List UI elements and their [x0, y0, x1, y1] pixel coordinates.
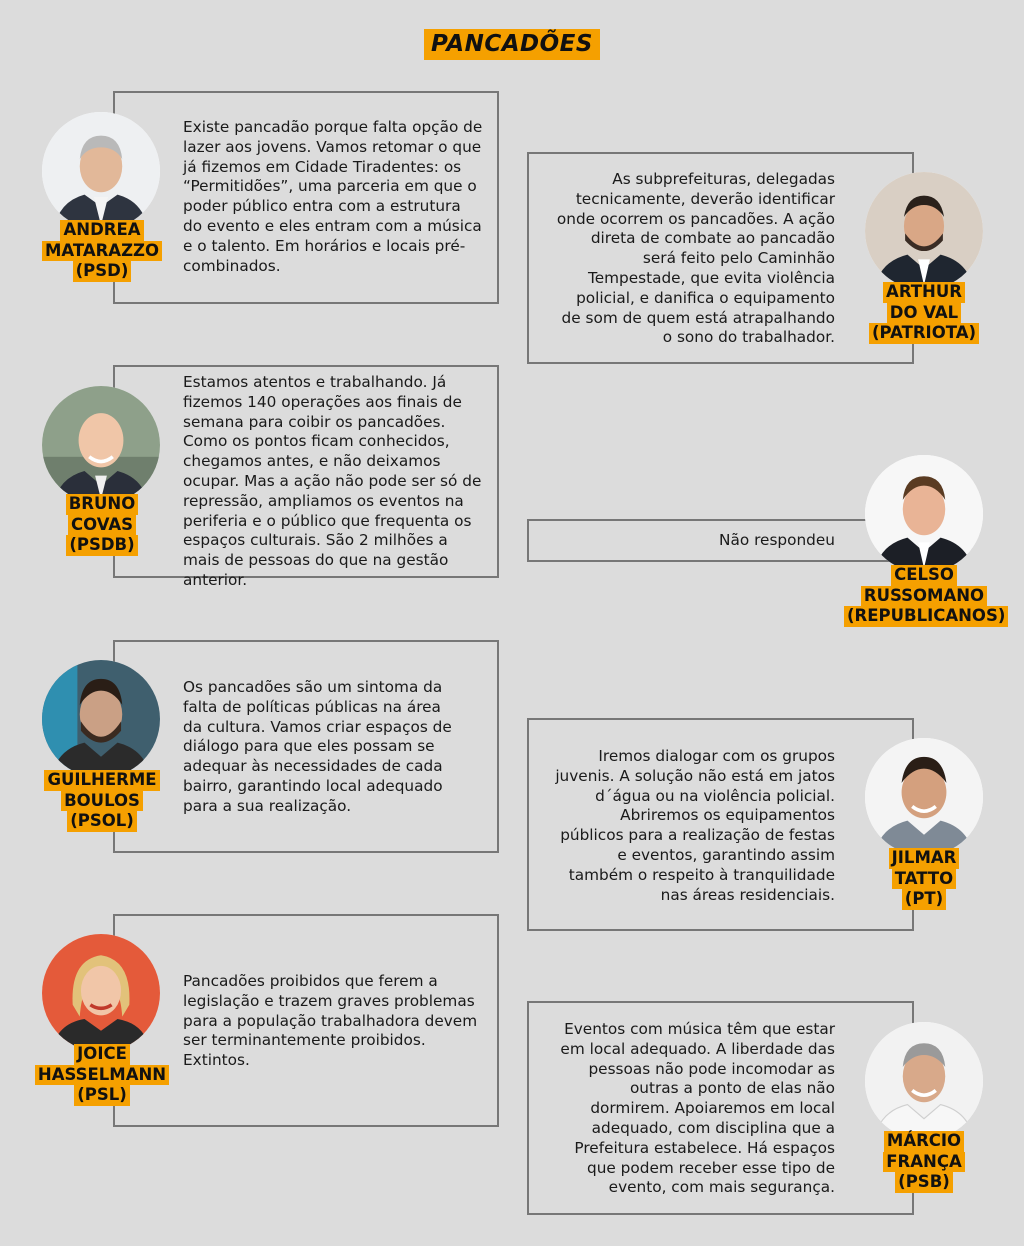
avatar-doval [865, 172, 983, 290]
avatar-hasselmann [42, 934, 160, 1052]
quote-text-matarazzo: Existe pancadão porque falta opção de lazer aos jovens. Vamos retomar o que já fizemos em Cidade Tiradentes: os “Permitidões”, uma parceria em que o poder público entra com a estrutura do evento e eles entram com a música e o talento. Em horários e locais pré-combinados. [183, 118, 483, 275]
party-hasselmann: (PSL) [74, 1085, 130, 1106]
portrait-covas-icon [42, 386, 160, 504]
avatar-boulos [42, 660, 160, 778]
portrait-hasselmann-icon [42, 934, 160, 1052]
name-line1-franca: MÁRCIO [884, 1131, 964, 1152]
quote-text-russomano: Não respondeu [719, 531, 835, 549]
name-line2-tatto: TATTO [892, 869, 956, 890]
name-line1-hasselmann: JOICE [74, 1044, 130, 1065]
label-franca [854, 1131, 994, 1193]
party-covas: (PSDB) [66, 535, 137, 556]
label-doval [854, 282, 994, 344]
label-matarazzo [32, 220, 172, 282]
quote-text-hasselmann: Pancadões proibidos que ferem a legislação e trazem graves problemas para a população trabalhadora devem ser terminantemente proibidos. Extintos. [183, 972, 478, 1070]
name-line2-franca: FRANÇA [883, 1152, 964, 1173]
portrait-doval-icon [865, 172, 983, 290]
avatar-tatto [865, 738, 983, 856]
quote-text-doval: As subprefeituras, delegadas tecnicamente, deverão identificar onde ocorrem os pancadões. A ação direta de combate ao pancadão será feito pelo Caminhão Tempestade, que evita violência policial, e danifica o equipamento de som de quem está atrapalhando o sono do trabalhador. [556, 170, 835, 347]
portrait-boulos-icon [42, 660, 160, 778]
party-doval: (PATRIOTA) [869, 323, 979, 344]
portrait-russomano-icon [865, 455, 983, 573]
label-russomano [844, 565, 1004, 627]
label-tatto [854, 848, 994, 910]
name-line2-boulos: BOULOS [61, 791, 143, 812]
quote-text-covas: Estamos atentos e trabalhando. Já fizemos 140 operações aos finais de semana para coibir os pancadões. Como os pontos ficam conhecidos, chegamos antes, e não deixamos ocupar. Mas a ação não pode ser só de repressão, ampliamos os eventos na periferia e o público que frequenta os espaços culturais. São 2 milhões a mais de pessoas do que na gestão anterior. [183, 373, 482, 589]
name-line1-matarazzo: ANDREA [60, 220, 143, 241]
avatar-matarazzo [42, 112, 160, 230]
quote-text-franca: Eventos com música têm que estar em local adequado. A liberdade das pessoas não pode incomodar as outras a ponto de elas não dormirem. Apoiaremos em local adequado, com disciplina que a Prefeitura estabelece. Há espaços que podem receber esse tipo de evento, com mais segurança. [560, 1020, 835, 1197]
name-line2-hasselmann: HASSELMANN [35, 1065, 169, 1086]
name-line1-tatto: JILMAR [889, 848, 960, 869]
name-line1-russomano: CELSO [891, 565, 957, 586]
name-line1-doval: ARTHUR [883, 282, 965, 303]
page-title: PANCADÕES [424, 29, 600, 60]
avatar-covas [42, 386, 160, 504]
name-line2-doval: DO VAL [887, 303, 961, 324]
party-tatto: (PT) [902, 889, 946, 910]
label-boulos [32, 770, 172, 832]
name-line2-matarazzo: MATARAZZO [42, 241, 162, 262]
quote-text-tatto: Iremos dialogar com os grupos juvenis. A solução não está em jatos d´água ou na violência policial. Abriremos os equipamentos públicos para a realização de festas e eventos, garantindo assim também o respeito à tranquilidade nas áreas residenciais. [555, 747, 835, 904]
portrait-franca-icon [865, 1022, 983, 1140]
portrait-matarazzo-icon [42, 112, 160, 230]
party-matarazzo: (PSD) [73, 261, 132, 282]
name-line2-covas: COVAS [68, 515, 136, 536]
party-boulos: (PSOL) [67, 811, 137, 832]
avatar-franca [865, 1022, 983, 1140]
quote-text-boulos: Os pancadões são um sintoma da falta de políticas públicas na área da cultura. Vamos criar espaços de diálogo para que eles possam se adequar às necessidades de cada bairro, garantindo local adequado para a sua realização. [183, 678, 452, 815]
name-line2-russomano: RUSSOMANO [861, 586, 987, 607]
portrait-tatto-icon [865, 738, 983, 856]
party-russomano: (REPUBLICANOS) [844, 606, 1008, 627]
label-hasselmann [32, 1044, 172, 1106]
avatar-russomano [865, 455, 983, 573]
party-franca: (PSB) [895, 1172, 953, 1193]
label-covas [32, 494, 172, 556]
name-line1-boulos: GUILHERME [44, 770, 159, 791]
name-line1-covas: BRUNO [66, 494, 139, 515]
